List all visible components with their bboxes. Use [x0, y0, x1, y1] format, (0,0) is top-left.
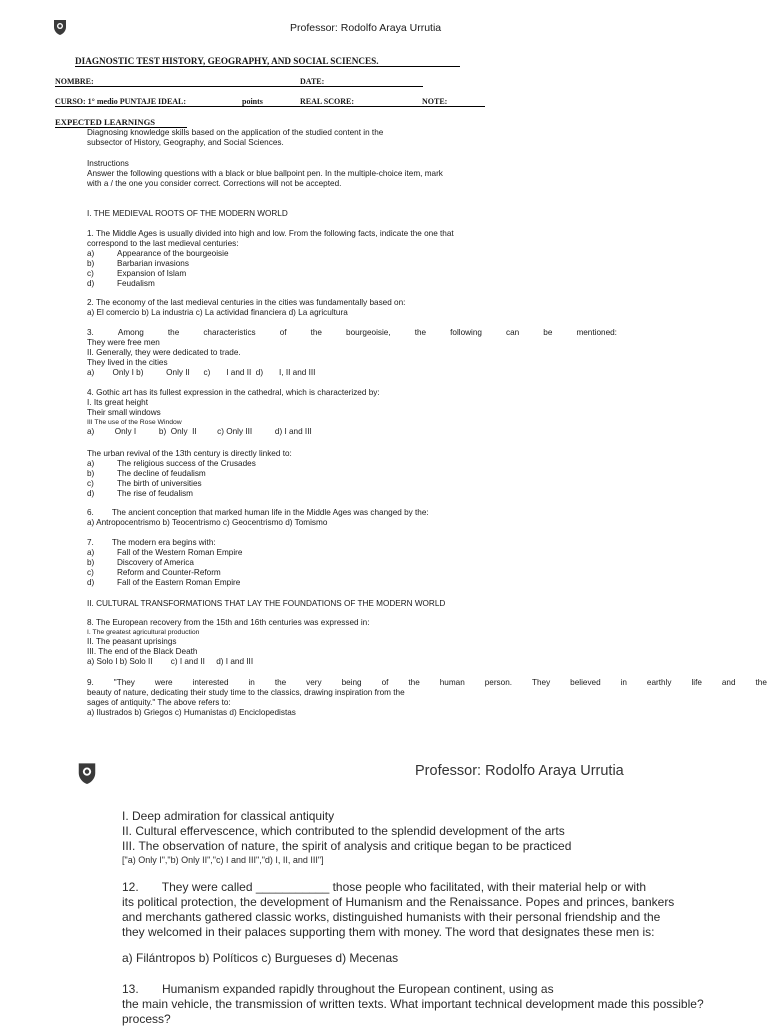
option: b) Barbarian invasions — [87, 259, 189, 268]
option: d) The rise of feudalism — [87, 489, 193, 498]
question-2: 2. The economy of the last medieval centuries in the cities was fundamentally based on: a) El comercio b) La industria c) La actividad financiera d) La agricultura — [87, 298, 406, 317]
option: b) The decline of feudalism — [87, 469, 206, 478]
question-7: 7. The modern era begins with: a) Fall of the Western Roman Empire b) Discovery of America c) Reform and Counter-Reform d) Fall of the Eastern Roman Empire — [87, 538, 243, 587]
option: c) Expansion of Islam — [87, 269, 187, 278]
expected-learnings-heading: EXPECTED LEARNINGS — [55, 117, 187, 128]
instructions-heading: Instructions — [87, 159, 129, 168]
question-8: 8. The European recovery from the 15th and 16th centuries was expressed in: I. The greatest agricultural production II. The peasant uprisings III. The end of the Black Death a) Solo I b) Solo II c) I and II d) I and III — [87, 618, 370, 666]
option: a) Fall of the Western Roman Empire — [87, 548, 243, 557]
option: a) Appearance of the bourgeoisie — [87, 249, 229, 258]
section-2-heading: II. CULTURAL TRANSFORMATIONS THAT LAY THE FOUNDATIONS OF THE MODERN WORLD — [87, 599, 446, 608]
option: c) Reform and Counter-Reform — [87, 568, 221, 577]
question-3-options: a) Only I b) Only II c) I and II d) I, II and III — [87, 368, 316, 377]
school-crest-logo — [52, 18, 68, 36]
curso-label: CURSO: 1° medio PUNTAJE IDEAL: — [55, 97, 187, 106]
form-row-nombre — [55, 77, 423, 87]
question-12-options: a) Filántropos b) Políticos c) Burgueses d) Mecenas — [122, 951, 399, 965]
question-13: 13. Humanism expanded rapidly throughout the European continent, using as the main vehicle, the transmission of written texts. What important technical development made this possible? process? — [122, 982, 704, 1026]
page-header: Professor: Rodolfo Araya Urrutia — [290, 22, 442, 34]
school-crest-logo-2 — [76, 760, 98, 786]
question-9-first-line: 9. "They were interested in the very being of the human person. They believed in earthly life and the — [87, 678, 767, 687]
instructions: Instructions Answer the following questions with a black or blue ballpoint pen. In the multiple-choice item, mark with a / the one you consider correct. Corrections will not be accepted. — [87, 159, 443, 188]
question-4: 4. Gothic art has its fullest expression in the cathedral, which is characterized by: I. Its great height Their small windows III The use of the Rose Window a) Only I b) Only II c) Only III d) I and III — [87, 388, 380, 436]
question-5: The urban revival of the 13th century is directly linked to: a) The religious success of the Crusades b) The decline of feudalism c) The birth of universities d) The rise of feudalism — [87, 449, 292, 498]
option: d) Feudalism — [87, 279, 155, 288]
test-title: DIAGNOSTIC TEST HISTORY, GEOGRAPHY, AND SOCIAL SCIENCES. — [75, 56, 460, 67]
option: c) The birth of universities — [87, 479, 202, 488]
form-row-curso — [55, 97, 485, 107]
question-4-options: a) Only I b) Only II c) Only III d) I and III — [87, 427, 312, 436]
question-1: 1. The Middle Ages is usually divided into high and low. From the following facts, indicate the one that correspond to the last medieval centuries: a) Appearance of the bourgeoisie b) Barbarian invasions c) Expansion of Islam d) Feudalism — [87, 229, 454, 288]
question-9: 9. "They were interested in the very being of the human person. They believed in earthly life and the beauty of nature, dedicating their study time to the classics, drawing inspiration from the sages of antiquity." The above refers to: a) Ilustrados b) Griegos c) Humanistas d) Enciclopedistas — [87, 678, 767, 717]
question-3-first-line: 3. Among the characteristics of the bourgeoisie, the following can be mentioned: — [87, 328, 617, 337]
question-3: 3. Among the characteristics of the bourgeoisie, the following can be mentioned: They were free men II. Generally, they were dedicated to trade. They lived in the cities a) Only I b) Only II c) I and II d) I, II and III — [87, 328, 617, 377]
question-11: I. Deep admiration for classical antiquity II. Cultural effervescence, which contributed to the splendid development of the arts III. The observation of nature, the spirit of analysis and critique began to be practiced ["a) Only I","b) Only II","c) I and III","d) I, II, and III"] — [122, 809, 572, 865]
question-12: 12. They were called ___________ those people who facilitated, with their material help or with its political protection, the development of Humanism and the Renaissance. Popes and princes, bankers and merchants gathered classic works, distinguished humanists with their personal friendship and the they welcomed in their palaces supporting them with money. The word that designates these men is: — [122, 880, 675, 939]
points-label: points — [242, 97, 263, 106]
note-label: NOTE: — [422, 97, 448, 106]
option: b) Discovery of America — [87, 558, 194, 567]
section-1-heading: I. THE MEDIEVAL ROOTS OF THE MODERN WORLD — [87, 209, 288, 218]
question-6: 6. The ancient conception that marked human life in the Middle Ages was changed by the: a) Antropocentrismo b) Teocentrismo c) Geocentrismo d) Tomismo — [87, 508, 429, 527]
page-header-2: Professor: Rodolfo Araya Urrutia — [415, 763, 624, 779]
nombre-label: NOMBRE: — [55, 77, 300, 87]
expected-learnings-text: Diagnosing knowledge skills based on the application of the studied content in the subsector of History, Geography, and Social Sciences. — [87, 128, 384, 147]
option: d) Fall of the Eastern Roman Empire — [87, 578, 241, 587]
option: a) The religious success of the Crusades — [87, 459, 256, 468]
date-label: DATE: — [300, 77, 423, 87]
real-score-label: REAL SCORE: — [300, 97, 355, 106]
